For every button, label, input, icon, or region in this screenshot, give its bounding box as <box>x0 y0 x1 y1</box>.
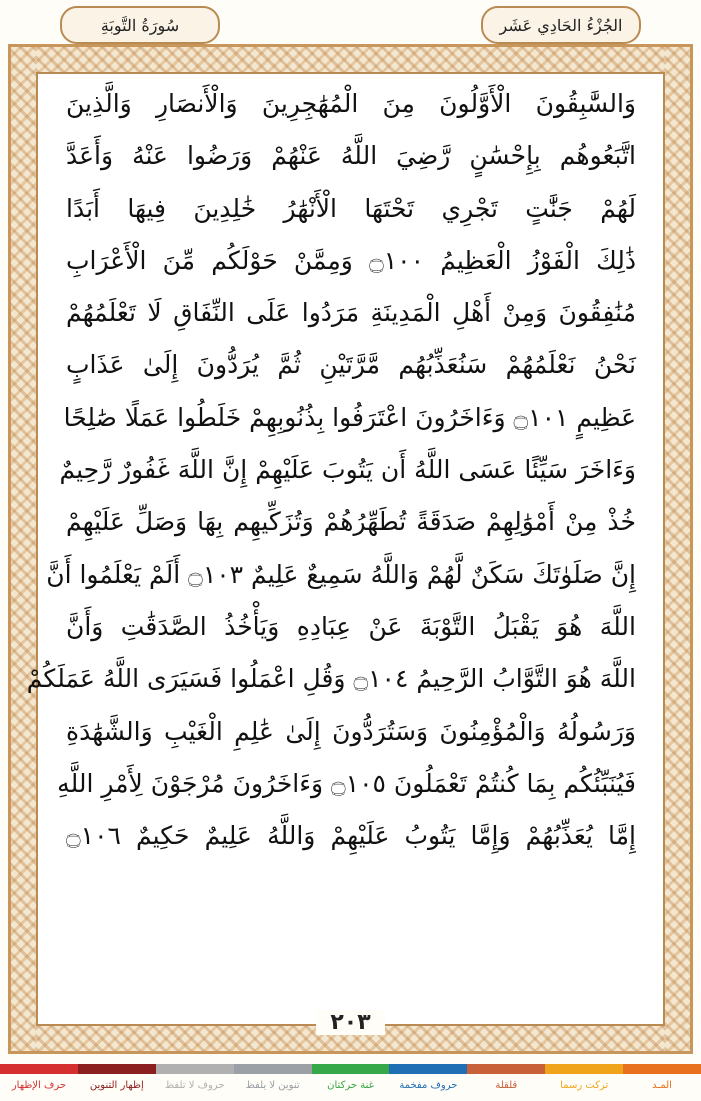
legend-label: المـد <box>652 1080 672 1091</box>
legend-item <box>467 1064 545 1101</box>
text-line: خُذْ مِنْ أَمْوَٰلِهِمْ صَدَقَةً تُطَهِّرُهُمْ وَتُزَكِّيهِم بِهَا وَصَلِّ عَلَيْهِمْ <box>66 507 636 537</box>
legend-color-bar <box>312 1064 390 1074</box>
legend-item <box>0 1064 78 1101</box>
legend-label: تركت رسما <box>560 1080 609 1091</box>
tajweed-legend <box>0 1064 701 1101</box>
legend-label: حروف مفخمة <box>399 1080 458 1091</box>
legend-label: قلقلة <box>495 1080 518 1091</box>
legend-item <box>545 1064 623 1101</box>
surah-name: سُورَةُ التَّوبَةِ <box>100 15 180 35</box>
surah-name-cartouche <box>60 6 220 44</box>
text-line: إِمَّا يُعَذِّبُهُمْ وَإِمَّا يَتُوبُ عَلَيْهِمْ وَاللَّهُ عَلِيمٌ حَكِيمٌ ۝١٠٦ <box>66 821 636 851</box>
legend-color-bar <box>467 1064 545 1074</box>
legend-item <box>389 1064 467 1101</box>
legend-item <box>234 1064 312 1101</box>
text-line: اللَّهَ هُوَ التَّوَّابُ الرَّحِيمُ ۝١٠٤ وَقُلِ اعْمَلُوا فَسَيَرَى اللَّهُ عَمَلَكُمْ <box>26 664 636 694</box>
legend-color-bar <box>389 1064 467 1074</box>
juz-name: الجُزْءُ الحَادِي عَشَر <box>499 15 623 35</box>
legend-item <box>78 1064 156 1101</box>
text-line: إِنَّ صَلَوٰتَكَ سَكَنٌ لَّهُمْ وَاللَّهُ سَمِيعٌ عَلِيمٌ ۝١٠٣ أَلَمْ يَعْلَمُوا أَنَّ <box>46 559 636 589</box>
text-line: اتَّبَعُوهُم بِإِحْسَٰنٍ رَّضِيَ اللَّهُ عَنْهُمْ وَرَضُوا عَنْهُ وَأَعَدَّ <box>66 141 636 171</box>
page-number-text: ٢٠٣ <box>316 1010 384 1035</box>
text-line: وَالسَّٰبِقُونَ الْأَوَّلُونَ مِنَ الْمُهَٰجِرِينَ وَالْأَنصَارِ وَالَّذِينَ <box>66 89 636 118</box>
legend-color-bar <box>623 1064 701 1074</box>
text-line: ذَٰلِكَ الْفَوْزُ الْعَظِيمُ ۝١٠٠ وَمِمَّنْ حَوْلَكُم مِّنَ الْأَعْرَابِ <box>66 245 637 275</box>
legend-color-bar <box>545 1064 623 1074</box>
legend-color-bar <box>156 1064 234 1074</box>
text-line: فَيُنَبِّئُكُم بِمَا كُنتُمْ تَعْمَلُونَ ۝١٠٥ وَءَاخَرُونَ مُرْجَوْنَ لِأَمْرِ اللَّهِ <box>57 768 636 798</box>
text-line: مُنَٰفِقُونَ وَمِنْ أَهْلِ الْمَدِينَةِ مَرَدُوا عَلَى النِّفَاقِ لَا تَعْلَمُهُمْ <box>66 298 636 328</box>
text-line: وَءَاخَرَ سَيِّئًا عَسَى اللَّهُ أَن يَتُوبَ عَلَيْهِمْ إِنَّ اللَّهَ غَفُورٌ رَّحِيمٌ <box>59 455 636 485</box>
legend-item <box>312 1064 390 1101</box>
juz-name-cartouche <box>481 6 641 44</box>
legend-label: غنة حركتان <box>327 1080 374 1091</box>
text-line: عَظِيمٍ ۝١٠١ وَءَاخَرُونَ اعْتَرَفُوا بِذُنُوبِهِمْ خَلَطُوا عَمَلًا صَٰلِحًا <box>63 402 636 432</box>
page-number <box>0 1010 701 1035</box>
legend-label: حروف لا تلفظ <box>164 1080 225 1091</box>
legend-label: حرف الإظهار <box>11 1080 67 1091</box>
legend-color-bar <box>78 1064 156 1074</box>
legend-item <box>156 1064 234 1101</box>
text-line: اللَّهَ هُوَ يَقْبَلُ التَّوْبَةَ عَنْ عِبَادِهِ وَيَأْخُذُ الصَّدَقَٰتِ وَأَنَّ <box>66 611 636 641</box>
text-line: لَهُمْ جَنَّٰتٍ تَجْرِي تَحْتَهَا الْأَنْهَٰرُ خَٰلِدِينَ فِيهَا أَبَدًا <box>66 193 636 223</box>
quran-text <box>26 78 637 862</box>
legend-label: تنوين لا يلفظ <box>245 1080 300 1091</box>
legend-item <box>623 1064 701 1101</box>
legend-label: إظهار التنوين <box>89 1080 144 1091</box>
text-line: نَحْنُ نَعْلَمُهُمْ سَنُعَذِّبُهُم مَّرَّتَيْنِ ثُمَّ يُرَدُّونَ إِلَىٰ عَذَابٍ <box>66 350 636 380</box>
legend-color-bar <box>0 1064 78 1074</box>
legend-color-bar <box>234 1064 312 1074</box>
text-line: وَرَسُولُهُ وَالْمُؤْمِنُونَ وَسَتُرَدُّونَ إِلَىٰ عَٰلِمِ الْغَيْبِ وَالشَّهَٰدَةِ <box>66 716 636 746</box>
